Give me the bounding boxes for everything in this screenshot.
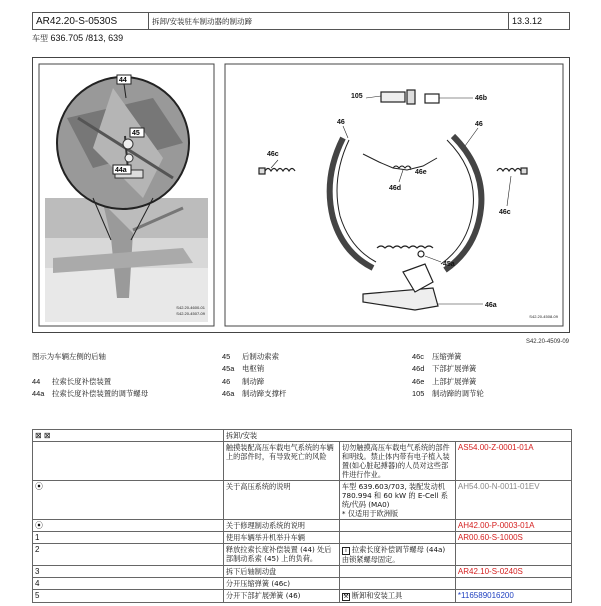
svg-text:S42.20-4507-09: S42.20-4507-09 [176, 311, 205, 316]
procedure-table [32, 429, 572, 603]
model-label: 车型 [32, 34, 48, 43]
document-header [32, 12, 570, 30]
callout-105: 105 [351, 93, 363, 100]
legend-item: 46c 压缩弹簧 [412, 352, 462, 361]
legend-item: 45a 电枢销 [222, 364, 265, 373]
figure-right-ref: S42.20-4508-09 [529, 314, 558, 319]
callout-45: 45 [132, 130, 140, 137]
callout-44: 44 [119, 77, 127, 84]
reference-link[interactable]: AH54.00-N-0011-01EV [455, 481, 571, 520]
procedure-header-row [33, 430, 572, 442]
figure-svg [33, 58, 569, 332]
tool-number-link[interactable]: *116589016200 [455, 590, 571, 603]
model-line [32, 33, 123, 44]
callout-46c-left: 46c [267, 151, 279, 158]
callout-46c-right: 46c [499, 209, 511, 216]
legend-item: 46e 上部扩展弹簧 [412, 377, 477, 386]
callout-46a: 46a [485, 302, 497, 309]
document-code: AR42.20-S-0530S [33, 13, 149, 29]
reference-link[interactable]: AH42.00-P-0003-01A [455, 520, 571, 532]
underbody-photo [45, 198, 208, 322]
legend-item: 46d 下部扩展弹簧 [412, 364, 477, 373]
figure-inner-ref: S42.20-4600-01 [176, 305, 205, 310]
table-row: 2 释放拉索长度补偿装置 (44) 处后部制动系索 (45) 上的负荷。 i 拉索长度补偿调节螺母 (44a) 由锁紧螺母固定。 [33, 544, 572, 566]
reference-link[interactable]: AR42.10-S-0240S [455, 566, 571, 578]
table-row: ⦿ 关于修理制动系统的说明 AH42.00-P-0003-01A [33, 520, 572, 532]
document-title: 拆卸/安装驻车制动器的制动蹄 [149, 13, 509, 29]
table-row: ⦿ 关于高压系统的说明 车型 639.603/703, 装配发动机 780.994 和 60 kW 的 E-Cell 系统/代码 (MA0) * 仅适用于欧洲版 AH54.00-N-0011-01EV [33, 481, 572, 520]
reference-link[interactable]: AR00.60-S-1000S [455, 532, 571, 544]
tool-icon: ⚒ [343, 593, 349, 600]
legend-item: 44 拉索长度补偿装置 [32, 377, 112, 386]
legend-item: 46a 制动蹄支撑杆 [222, 389, 287, 398]
parking-brake-figure [32, 57, 570, 333]
legend-item: 46 制动蹄 [222, 377, 265, 386]
removal-install-icons: ⊠ ⊠ [33, 430, 224, 442]
table-row: 触摸装配高压车载电气系统的车辆上的部件时，有导致死亡的风险 切勿触摸高压车载电气系统的部件和明线。禁止体内带有电子植入装置(如心脏起搏器)的人员对这些部件进行作业。 AS54.00-Z-0001-01A [33, 442, 572, 481]
callout-46d: 46d [389, 185, 402, 192]
legend-item: 105 制动蹄的调节轮 [412, 389, 484, 398]
callout-46b: 46b [475, 95, 488, 102]
legend-caption: 图示为车辆左侧的后轴 [32, 352, 106, 361]
table-row: 3 拆下后轴制动盘 AR42.10-S-0240S [33, 566, 572, 578]
callout-46e: 46e [415, 169, 427, 176]
document-date: 13.3.12 [512, 16, 543, 26]
callout-44a: 44a [115, 167, 127, 174]
model-value: 636.705 /813, 639 [50, 33, 124, 43]
callout-45a: 45a [443, 261, 455, 268]
info-icon: i [342, 547, 350, 555]
procedure-header-label: 拆卸/安装 [223, 430, 571, 442]
callout-46-left: 46 [337, 119, 345, 126]
detail-circle [57, 77, 189, 209]
legend-item: 44a 拉索长度补偿装置的调节螺母 [32, 389, 149, 398]
reference-link[interactable]: AS54.00-Z-0001-01A [455, 442, 571, 481]
table-row: 1 使用车辆举升机举升车辆 AR00.60-S-1000S [33, 532, 572, 544]
legend [32, 351, 572, 399]
table-row: 5 分开下部扩展弹簧 (46) ⚒ 断卸和安装工具 *116589016200 [33, 590, 572, 603]
legend-item: 45 后制动索索 [222, 352, 279, 361]
callout-46-right: 46 [475, 121, 483, 128]
figure-reference: S42.20-4509-09 [525, 339, 569, 345]
table-row: 4 分开压缩弹簧 (46c) [33, 578, 572, 590]
